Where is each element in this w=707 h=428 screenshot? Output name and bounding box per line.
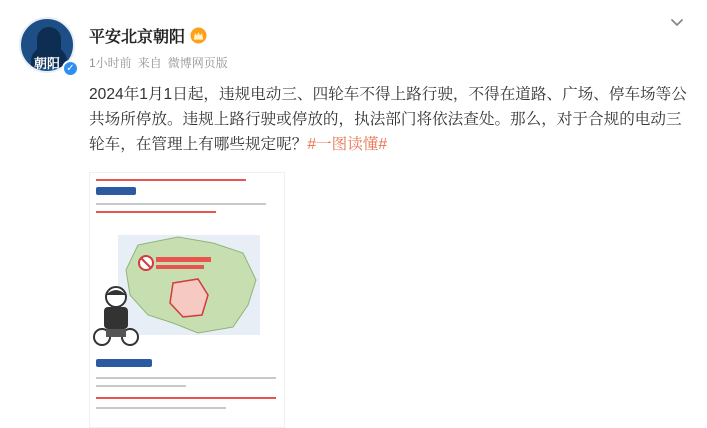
infographic-text-line (96, 179, 246, 181)
verified-icon: ✓ (62, 60, 79, 77)
infographic-section-header (96, 359, 152, 367)
post-source: 微博网页版 (167, 56, 228, 70)
infographic-image[interactable] (89, 172, 285, 428)
username[interactable]: 平安北京朝阳 (89, 29, 186, 46)
infographic-text-line (96, 211, 216, 213)
infographic-text-line (96, 397, 276, 399)
infographic-text-line (96, 377, 276, 379)
avatar[interactable] (19, 17, 79, 77)
avatar-text: 朝阳 (33, 56, 60, 71)
police-mascot-illustration (92, 285, 140, 347)
infographic-text-line (96, 385, 186, 387)
infographic-section-header (96, 187, 136, 195)
chevron-down-icon[interactable] (667, 12, 687, 32)
post-time[interactable]: 1小时前 (89, 56, 132, 70)
post-text (89, 82, 689, 157)
post-meta (89, 54, 228, 71)
infographic-text-line (96, 407, 226, 409)
post-body: 2024年1月1日起，违规电动三、四轮车不得上路行驶，不得在道路、广场、停车场等公共场所停放。违规上路行驶或停放的，执法部门将依法查处。那么，对于合规的电动三轮车，在管理上有哪些规定呢？ (89, 86, 687, 153)
crown-icon[interactable] (190, 27, 207, 44)
name-row (89, 24, 207, 47)
source-prefix: 来自 (137, 56, 162, 70)
infographic-text-line (96, 203, 266, 205)
hashtag-link[interactable]: #一图读懂# (307, 136, 388, 153)
